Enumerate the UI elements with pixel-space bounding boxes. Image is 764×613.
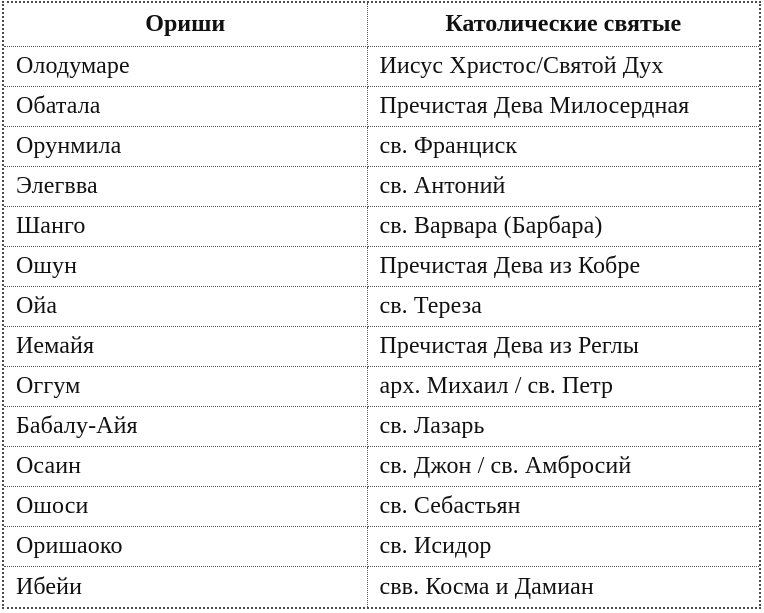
saint-cell: Пречистая Дева из Реглы — [367, 326, 759, 366]
table-row — [4, 286, 759, 326]
table-row — [4, 567, 759, 607]
orisha-cell: Иемайя — [4, 326, 367, 366]
table-row — [4, 246, 759, 286]
table-row — [4, 447, 759, 487]
table-row — [4, 126, 759, 166]
saint-cell: св. Варвара (Барбара) — [367, 206, 759, 246]
orisha-cell: Оггум — [4, 367, 367, 407]
orisha-cell: Орунмила — [4, 126, 367, 166]
saint-cell: св. Антоний — [367, 166, 759, 206]
saint-cell: св. Тереза — [367, 286, 759, 326]
table-row — [4, 166, 759, 206]
orisha-cell: Олодумаре — [4, 46, 367, 86]
saint-cell: св. Франциск — [367, 126, 759, 166]
table-row — [4, 46, 759, 86]
orisha-cell: Ибейи — [4, 567, 367, 607]
orisha-cell: Шанго — [4, 206, 367, 246]
header-orisha: Ориши — [4, 3, 367, 46]
table-row — [4, 367, 759, 407]
saint-cell: Пречистая Дева Милосердная — [367, 86, 759, 126]
orisha-cell: Оришаоко — [4, 527, 367, 567]
table-row — [4, 487, 759, 527]
saint-cell: св. Себастьян — [367, 487, 759, 527]
orisha-cell: Ошун — [4, 246, 367, 286]
table-row — [4, 206, 759, 246]
saint-cell: Пречистая Дева из Кобре — [367, 246, 759, 286]
header-catholic-saints: Католические святые — [367, 3, 759, 46]
orisha-cell: Осаин — [4, 447, 367, 487]
saint-cell: св. Джон / св. Амбросий — [367, 447, 759, 487]
saint-cell: св. Лазарь — [367, 407, 759, 447]
table-row — [4, 326, 759, 366]
table-row — [4, 407, 759, 447]
table-header-row — [4, 3, 759, 46]
table-row — [4, 86, 759, 126]
table-row — [4, 527, 759, 567]
orisha-saints-table-frame — [2, 1, 761, 609]
orisha-cell: Ойа — [4, 286, 367, 326]
saint-cell: Иисус Христос/Святой Дух — [367, 46, 759, 86]
orisha-cell: Бабалу-Айя — [4, 407, 367, 447]
saint-cell: св. Исидор — [367, 527, 759, 567]
orisha-saints-table — [4, 3, 759, 607]
saint-cell: арх. Михаил / св. Петр — [367, 367, 759, 407]
orisha-cell: Ошоси — [4, 487, 367, 527]
orisha-cell: Элегвва — [4, 166, 367, 206]
orisha-cell: Обатала — [4, 86, 367, 126]
saint-cell: свв. Косма и Дамиан — [367, 567, 759, 607]
